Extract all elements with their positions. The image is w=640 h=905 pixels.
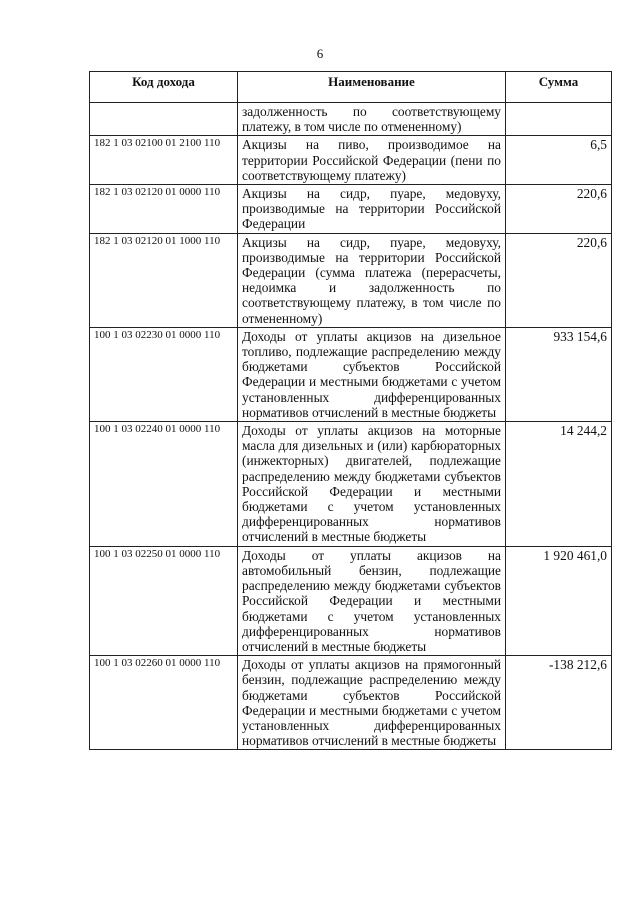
revenue-table xyxy=(89,71,612,750)
income-name: Акцизы на сидр, пуаре, медовуху, производимые на территории Российской Федерации (сумма платежа (перерасчеты, недоимка и задолженность по соответствующему платежу, в том числе по отмененному) xyxy=(238,233,506,327)
income-sum: 6,5 xyxy=(506,136,612,185)
income-name: Доходы от уплаты акцизов на моторные масла для дизельных и (или) карбюраторных (инжекторных) двигателей, подлежащие распределению между бюджетами субъектов Российской Федерации и местными бюджетами с учетом установленных дифференцированных нормативов отчислений в местные бюджеты xyxy=(238,422,506,547)
income-name: Акцизы на пиво, производимое на территории Российской Федерации (пени по соответствующему платежу) xyxy=(238,136,506,185)
income-code: 182 1 03 02120 01 0000 110 xyxy=(90,185,238,234)
header-code: Код дохода xyxy=(90,72,238,103)
income-sum: 1 920 461,0 xyxy=(506,546,612,655)
table-row xyxy=(90,136,612,185)
income-code: 182 1 03 02120 01 1000 110 xyxy=(90,233,238,327)
income-code xyxy=(90,103,238,136)
income-name: Акцизы на сидр, пуаре, медовуху, производимые на территории Российской Федерации xyxy=(238,185,506,234)
income-sum: 933 154,6 xyxy=(506,327,612,421)
table-row xyxy=(90,103,612,136)
income-code: 182 1 03 02100 01 2100 110 xyxy=(90,136,238,185)
income-name: Доходы от уплаты акцизов на автомобильный бензин, подлежащие распределению между бюджетами субъектов Российской Федерации и местными бюджетами с учетом установленных дифференцированных нормативов отчислений в местные бюджеты xyxy=(238,546,506,655)
income-sum: -138 212,6 xyxy=(506,656,612,750)
income-sum: 220,6 xyxy=(506,233,612,327)
income-code: 100 1 03 02230 01 0000 110 xyxy=(90,327,238,421)
header-name: Наименование xyxy=(238,72,506,103)
page-number: 6 xyxy=(316,46,324,61)
table-row xyxy=(90,546,612,655)
income-name: Доходы от уплаты акцизов на дизельное топливо, подлежащие распределению между бюджетами субъектов Российской Федерации и местными бюджетами с учетом установленных дифференцированных нормативов отчислений в местные бюджеты xyxy=(238,327,506,421)
table-row xyxy=(90,327,612,421)
table-row xyxy=(90,656,612,750)
table-header-row xyxy=(90,72,612,103)
income-code: 100 1 03 02260 01 0000 110 xyxy=(90,656,238,750)
income-code: 100 1 03 02240 01 0000 110 xyxy=(90,422,238,547)
income-sum: 220,6 xyxy=(506,185,612,234)
table-row xyxy=(90,185,612,234)
table-row xyxy=(90,233,612,327)
income-name: Доходы от уплаты акцизов на прямогонный бензин, подлежащие распределению между бюджетами субъектов Российской Федерации и местными бюджетами с учетом установленных дифференцированных нормативов отчислений в местные бюджеты xyxy=(238,656,506,750)
table-row xyxy=(90,422,612,547)
income-sum xyxy=(506,103,612,136)
income-sum: 14 244,2 xyxy=(506,422,612,547)
header-sum: Сумма xyxy=(506,72,612,103)
income-name: задолженность по соответствующему платежу, в том числе по отмененному) xyxy=(238,103,506,136)
income-code: 100 1 03 02250 01 0000 110 xyxy=(90,546,238,655)
